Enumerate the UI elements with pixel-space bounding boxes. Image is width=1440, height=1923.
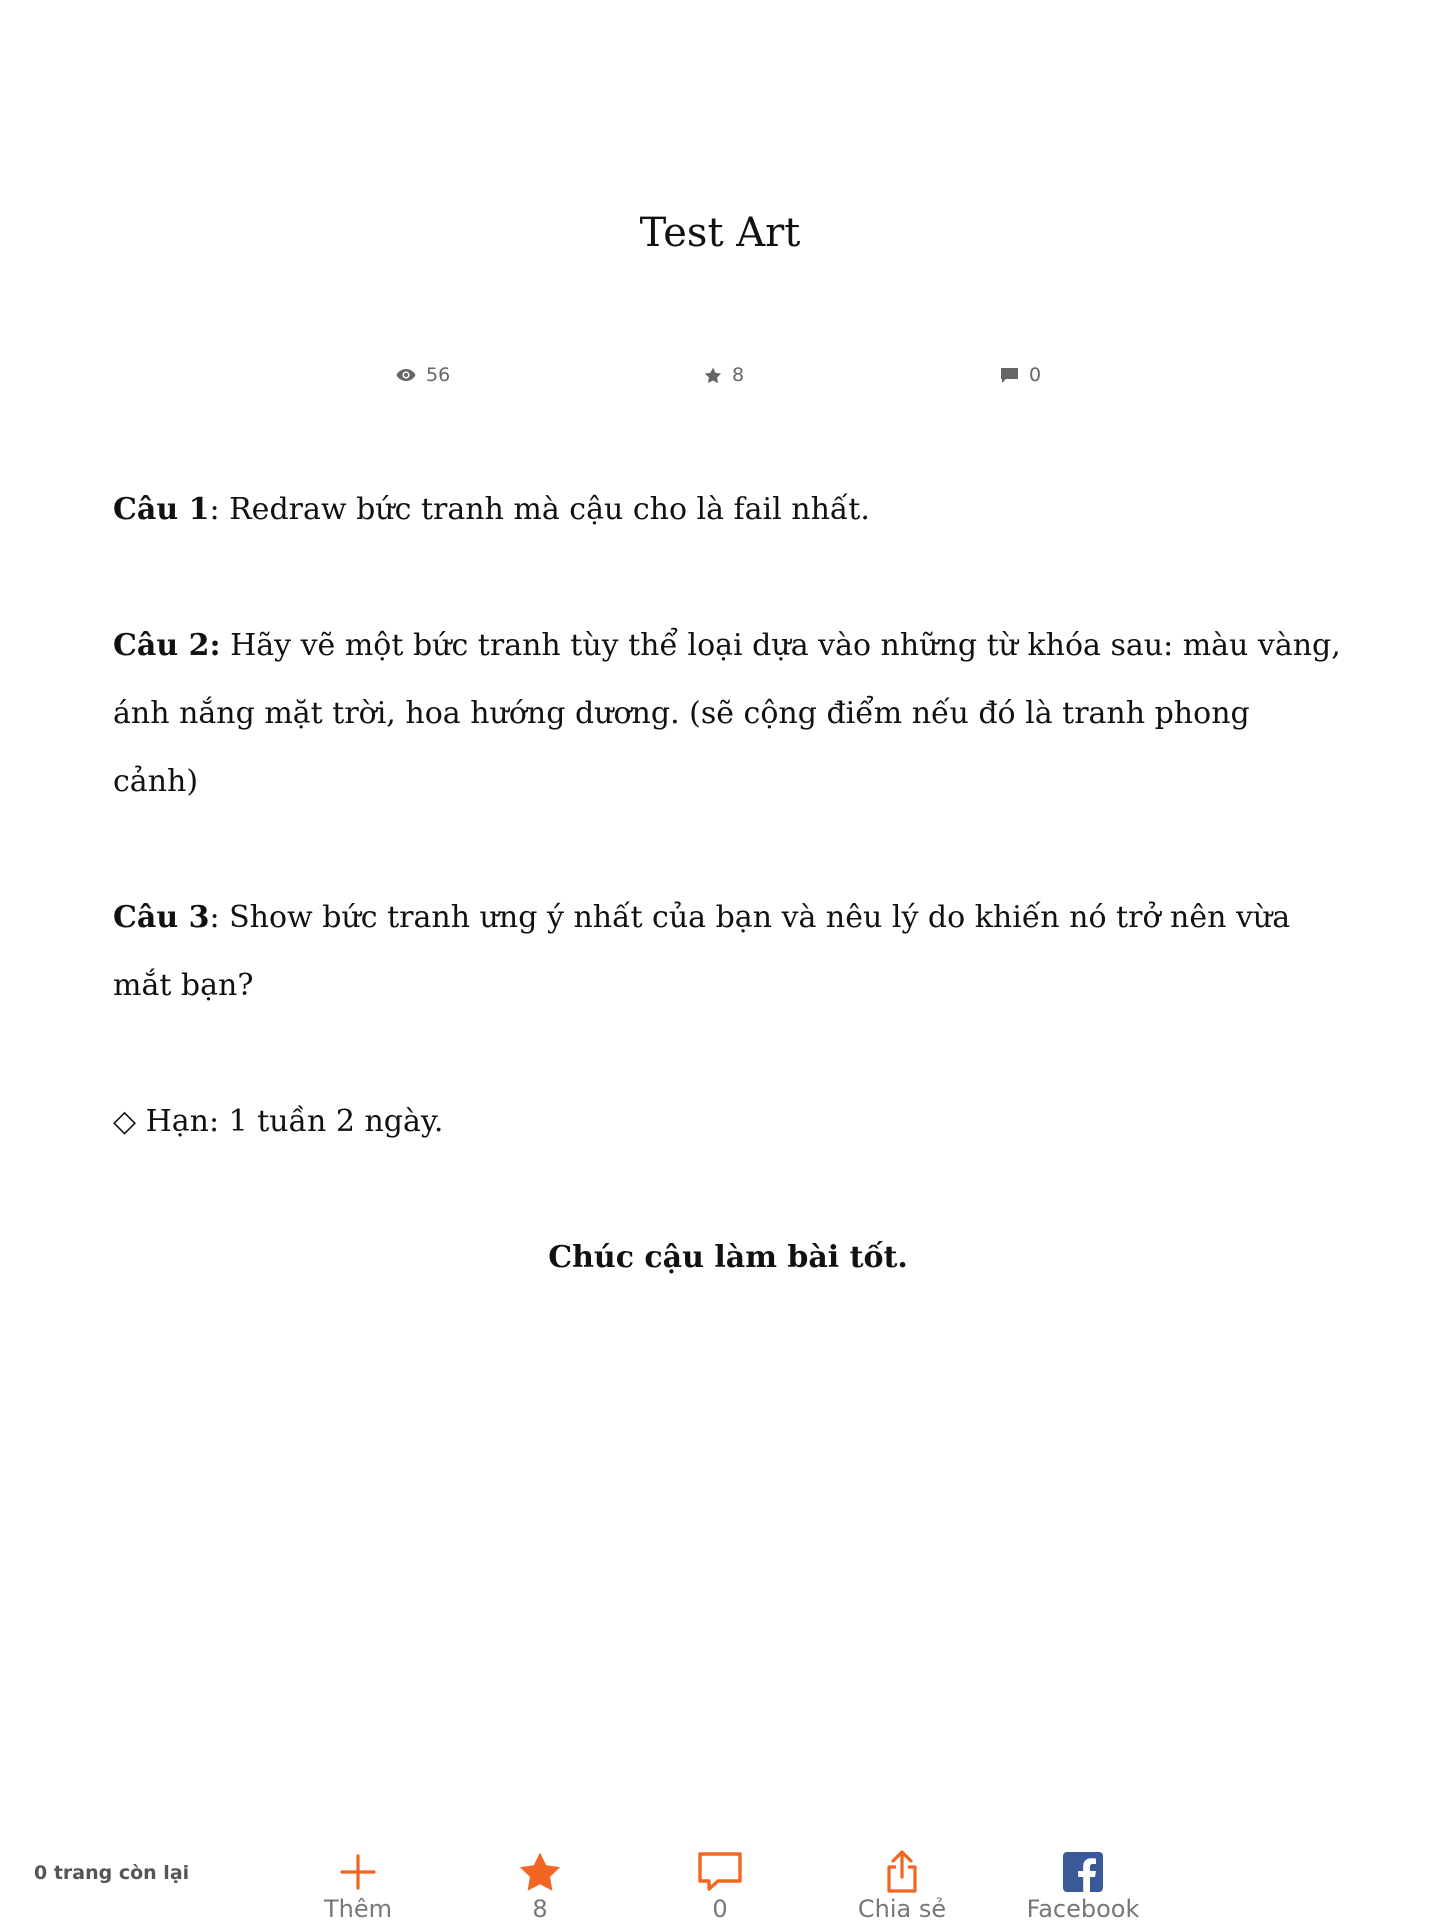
question-3-label: Câu 3 xyxy=(113,900,210,935)
comments-count: 0 xyxy=(1029,364,1042,386)
add-button[interactable] xyxy=(288,1850,428,1922)
share-button[interactable] xyxy=(832,1850,972,1922)
story-stats xyxy=(0,364,1440,394)
comment-icon xyxy=(697,1851,743,1893)
question-2 xyxy=(113,612,1343,816)
closing-line: Chúc cậu làm bài tốt. xyxy=(548,1240,908,1275)
vote-button[interactable] xyxy=(470,1850,610,1922)
share-button-label: Chia sẻ xyxy=(857,1895,947,1923)
views-stat xyxy=(396,364,450,386)
votes-stat xyxy=(704,364,744,386)
facebook-icon xyxy=(1063,1852,1103,1892)
question-3 xyxy=(113,884,1343,1020)
views-count: 56 xyxy=(426,364,451,386)
comments-stat xyxy=(1000,364,1041,386)
votes-count: 8 xyxy=(732,364,745,386)
question-2-text: Hãy vẽ một bức tranh tùy thể loại dựa vào những từ khóa sau: màu vàng, ánh nắng mặt trời, hoa hướng dương. (sẽ cộng điểm nếu đó là tranh phong cảnh) xyxy=(113,628,1341,799)
star-icon xyxy=(518,1851,562,1893)
pages-remaining: 0 trang còn lại xyxy=(34,1862,190,1884)
story-title: Test Art xyxy=(639,210,801,256)
question-3-text: : Show bức tranh ưng ý nhất của bạn và nêu lý do khiến nó trở nên vừa mắt bạn? xyxy=(113,900,1291,1003)
question-2-label: Câu 2: xyxy=(113,628,221,663)
vote-count: 8 xyxy=(532,1895,548,1923)
deadline: ◇ Hạn: 1 tuần 2 ngày. xyxy=(113,1104,444,1139)
facebook-button-label: Facebook xyxy=(1026,1895,1140,1923)
bottom-toolbar xyxy=(0,1840,1440,1923)
story-content xyxy=(113,476,1343,1360)
add-button-label: Thêm xyxy=(323,1895,392,1923)
eye-icon xyxy=(396,368,416,382)
question-1 xyxy=(113,476,1343,544)
comment-button[interactable] xyxy=(650,1850,790,1922)
comment-count: 0 xyxy=(712,1895,728,1923)
question-1-label: Câu 1 xyxy=(113,492,210,527)
question-1-text: : Redraw bức tranh mà cậu cho là fail nhất. xyxy=(209,492,870,527)
star-icon xyxy=(704,367,722,384)
share-icon xyxy=(885,1850,919,1894)
plus-icon xyxy=(339,1853,377,1891)
facebook-button[interactable] xyxy=(1013,1850,1153,1922)
comment-icon xyxy=(1000,367,1019,384)
